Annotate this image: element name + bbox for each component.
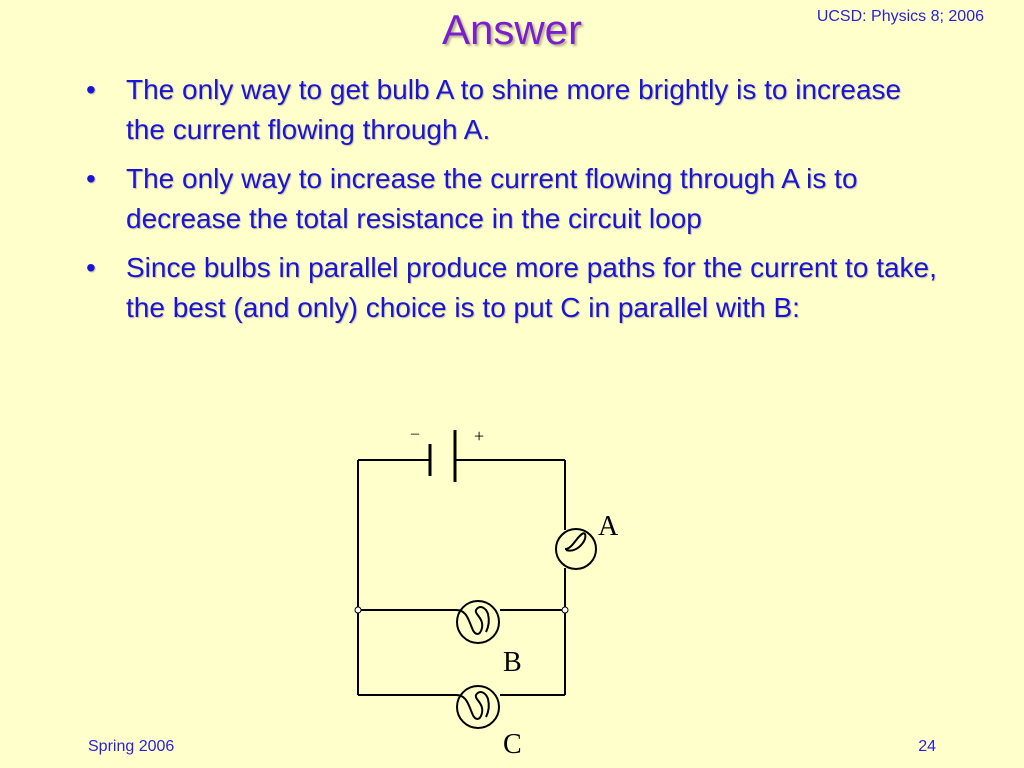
bulb-a-icon [556,529,596,569]
bullet-text: Since bulbs in parallel produce more paths for the current to take, the best (and only) choice is to put C in parallel with B: [126,252,937,323]
bullet-list [86,70,946,337]
battery-symbol [430,430,455,482]
bullet-marker: • [86,74,96,105]
bullet-item [86,159,946,239]
junction-right [562,607,568,613]
bullet-marker: • [86,163,96,194]
bulb-b-label: B [503,647,522,678]
footer-term: Spring 2006 [88,738,175,755]
circuit-diagram [340,418,640,763]
bulb-c-label: C [503,729,522,760]
bulb-a-label: A [598,511,619,542]
course-label: UCSD: Physics 8; 2006 [816,8,984,25]
bulb-c-icon [456,686,499,728]
bullet-item [86,248,946,328]
battery-positive-label: + [474,426,485,446]
bullet-marker: • [86,252,96,283]
bullet-text: The only way to increase the current flowing through A is to decrease the total resistance in the circuit loop [126,163,858,234]
footer-page-number: 24 [918,738,936,755]
battery-negative-label: – [411,425,419,442]
bullet-text: The only way to get bulb A to shine more brightly is to increase the current flowing through A. [126,74,902,145]
slide-title: Answer [441,6,583,53]
circuit-svg [340,418,640,763]
circuit-wires [358,460,565,695]
bulb-b-icon [456,601,499,643]
junction-left [355,607,361,613]
bullet-item [86,70,946,150]
